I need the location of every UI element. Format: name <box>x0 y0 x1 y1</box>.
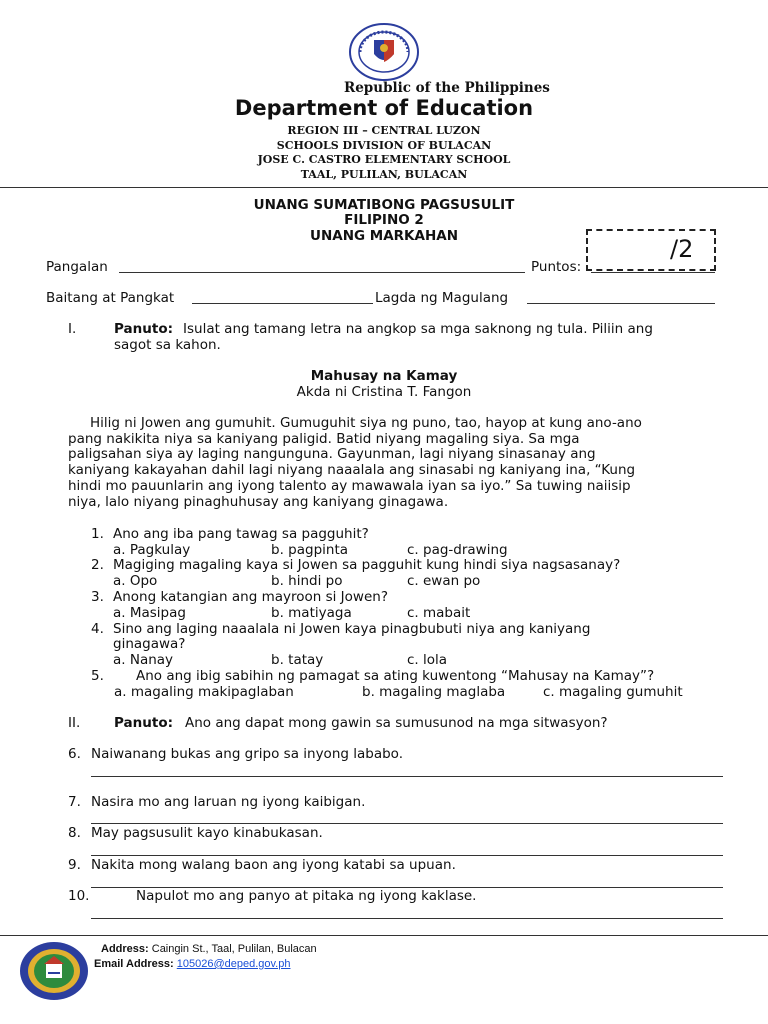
choice-c[interactable]: c. ewan po <box>407 573 481 589</box>
baitang-field[interactable] <box>192 303 373 304</box>
department-title: Department of Education <box>234 96 534 120</box>
puntos-label: Puntos: <box>531 259 582 275</box>
item-number: 8. <box>68 825 81 841</box>
story-line: Hilig ni Jowen ang gumuhit. Gumuguhit siya ng puno, tao, hayop at kung ano-ano <box>90 415 642 431</box>
footer-address-value: Caingin St., Taal, Pulilan, Bulacan <box>151 943 317 955</box>
choice-b[interactable]: b. hindi po <box>271 573 343 589</box>
division-text: SCHOOLS DIVISION OF BULACAN <box>276 139 492 152</box>
choice-a[interactable]: a. Masipag <box>113 605 186 621</box>
choice-b[interactable]: b. pagpinta <box>271 542 349 558</box>
question-text: Magiging magaling kaya si Jowen sa pagguhit kung hindi siya nagsasanay? <box>113 557 621 573</box>
question-number: 1. <box>91 526 104 542</box>
story-author: Akda ni Cristina T. Fangon <box>296 384 472 400</box>
item-number: 6. <box>68 746 81 762</box>
choice-a[interactable]: a. Nanay <box>113 652 174 668</box>
choice-a[interactable]: a. Opo <box>113 573 158 589</box>
item-text: Nasira mo ang laruan ng iyong kaibigan. <box>91 794 366 810</box>
lagda-label: Lagda ng Magulang <box>375 290 509 306</box>
question-number: 4. <box>91 621 104 637</box>
republic-text: Republic of the Philippines <box>344 80 550 96</box>
pangalan-label: Pangalan <box>46 259 108 275</box>
item-number: 9. <box>68 857 81 873</box>
choice-c[interactable]: c. lola <box>407 652 448 668</box>
choice-b[interactable]: b. matiyaga <box>271 605 352 621</box>
section2-instruction: Ano ang dapat mong gawin sa sumusunod na mga sitwasyon? <box>185 715 608 731</box>
footer-email-link[interactable]: 105026@deped.gov.ph <box>176 958 291 970</box>
choice-b[interactable]: b. tatay <box>271 652 324 668</box>
school-seal-logo <box>18 940 90 1002</box>
item-text: Naiwanang bukas ang gripo sa inyong lababo. <box>91 746 403 762</box>
footer-email <box>94 958 290 970</box>
section1-instruction: Isulat ang tamang letra na angkop sa mga saknong ng tula. Piliin ang <box>183 321 653 337</box>
score-value: /2 <box>670 235 694 263</box>
pangalan-field[interactable] <box>119 272 525 273</box>
question-text: Anong katangian ang mayroon si Jowen? <box>113 589 388 605</box>
exam-title: UNANG SUMATIBONG PAGSUSULIT <box>253 197 515 213</box>
section1-instruction-cont: sagot sa kahon. <box>114 337 221 353</box>
section2-panuto-label: Panuto: <box>114 715 173 731</box>
question-number: 2. <box>91 557 104 573</box>
question-text-cont: ginagawa? <box>113 636 186 652</box>
score-box <box>586 229 716 271</box>
item-number: 7. <box>68 794 81 810</box>
item-text: Napulot mo ang panyo at pitaka ng iyong kaklase. <box>136 888 477 904</box>
subject-title: FILIPINO 2 <box>344 212 424 228</box>
lagda-field[interactable] <box>527 303 715 304</box>
footer-divider <box>0 935 768 936</box>
section1-number: I. <box>68 321 77 337</box>
story-line: pang nakikita niya sa kaniyang paligid. Batid niyang magaling siya. Sa mga <box>68 431 580 447</box>
answer-line[interactable] <box>91 918 723 919</box>
header-divider <box>0 187 768 188</box>
region-text: REGION III – CENTRAL LUZON <box>287 124 481 137</box>
story-line: kaniyang kakayahan dahil lagi niyang naaalala ang sinasabi ng kaniyang ina, “Kung <box>68 462 636 478</box>
choice-c[interactable]: c. magaling gumuhit <box>543 684 683 700</box>
quarter-title: UNANG MARKAHAN <box>309 228 459 244</box>
school-address-text: TAAL, PULILAN, BULACAN <box>300 168 468 181</box>
footer-email-label: Email Address: <box>94 958 174 970</box>
answer-line[interactable] <box>91 823 723 824</box>
item-number: 10. <box>68 888 90 904</box>
story-line: niya, lalo niyang pinaghuhusay ang kaniyang ginagawa. <box>68 494 449 510</box>
item-text: May pagsusulit kayo kinabukasan. <box>91 825 323 841</box>
footer-address-label: Address: <box>101 943 149 955</box>
item-text: Nakita mong walang baon ang iyong katabi sa upuan. <box>91 857 456 873</box>
question-number: 3. <box>91 589 104 605</box>
section1-panuto-label: Panuto: <box>114 321 173 337</box>
story-line: paligsahan siya ay laging nangunguna. Gayunman, lagi niyang sinasanay ang <box>68 446 596 462</box>
question-text: Ano ang iba pang tawag sa pagguhit? <box>113 526 369 542</box>
footer-address <box>101 943 317 955</box>
choice-c[interactable]: c. mabait <box>407 605 471 621</box>
choice-a[interactable]: a. magaling makipaglaban <box>114 684 294 700</box>
school-text: JOSE C. CASTRO ELEMENTARY SCHOOL <box>257 153 511 166</box>
choice-c[interactable]: c. pag-drawing <box>407 542 508 558</box>
choice-b[interactable]: b. magaling maglaba <box>362 684 506 700</box>
answer-line[interactable] <box>91 855 723 856</box>
section2-number: II. <box>68 715 81 731</box>
puntos-field[interactable] <box>591 272 715 273</box>
question-text: Sino ang laging naaalala ni Jowen kaya pinagbubuti niya ang kaniyang <box>113 621 591 637</box>
baitang-label: Baitang at Pangkat <box>46 290 175 306</box>
deped-seal-logo <box>348 22 420 82</box>
story-title: Mahusay na Kamay <box>310 368 458 384</box>
choice-a[interactable]: a. Pagkulay <box>113 542 191 558</box>
question-text: Ano ang ibig sabihin ng pamagat sa ating kuwentong “Mahusay na Kamay”? <box>136 668 655 684</box>
answer-line[interactable] <box>91 776 723 777</box>
story-line: hindi mo pauunlarin ang iyong talento ay mawawala iyan sa iyo.” Sa tuwing naiisip <box>68 478 631 494</box>
question-number: 5. <box>91 668 104 684</box>
